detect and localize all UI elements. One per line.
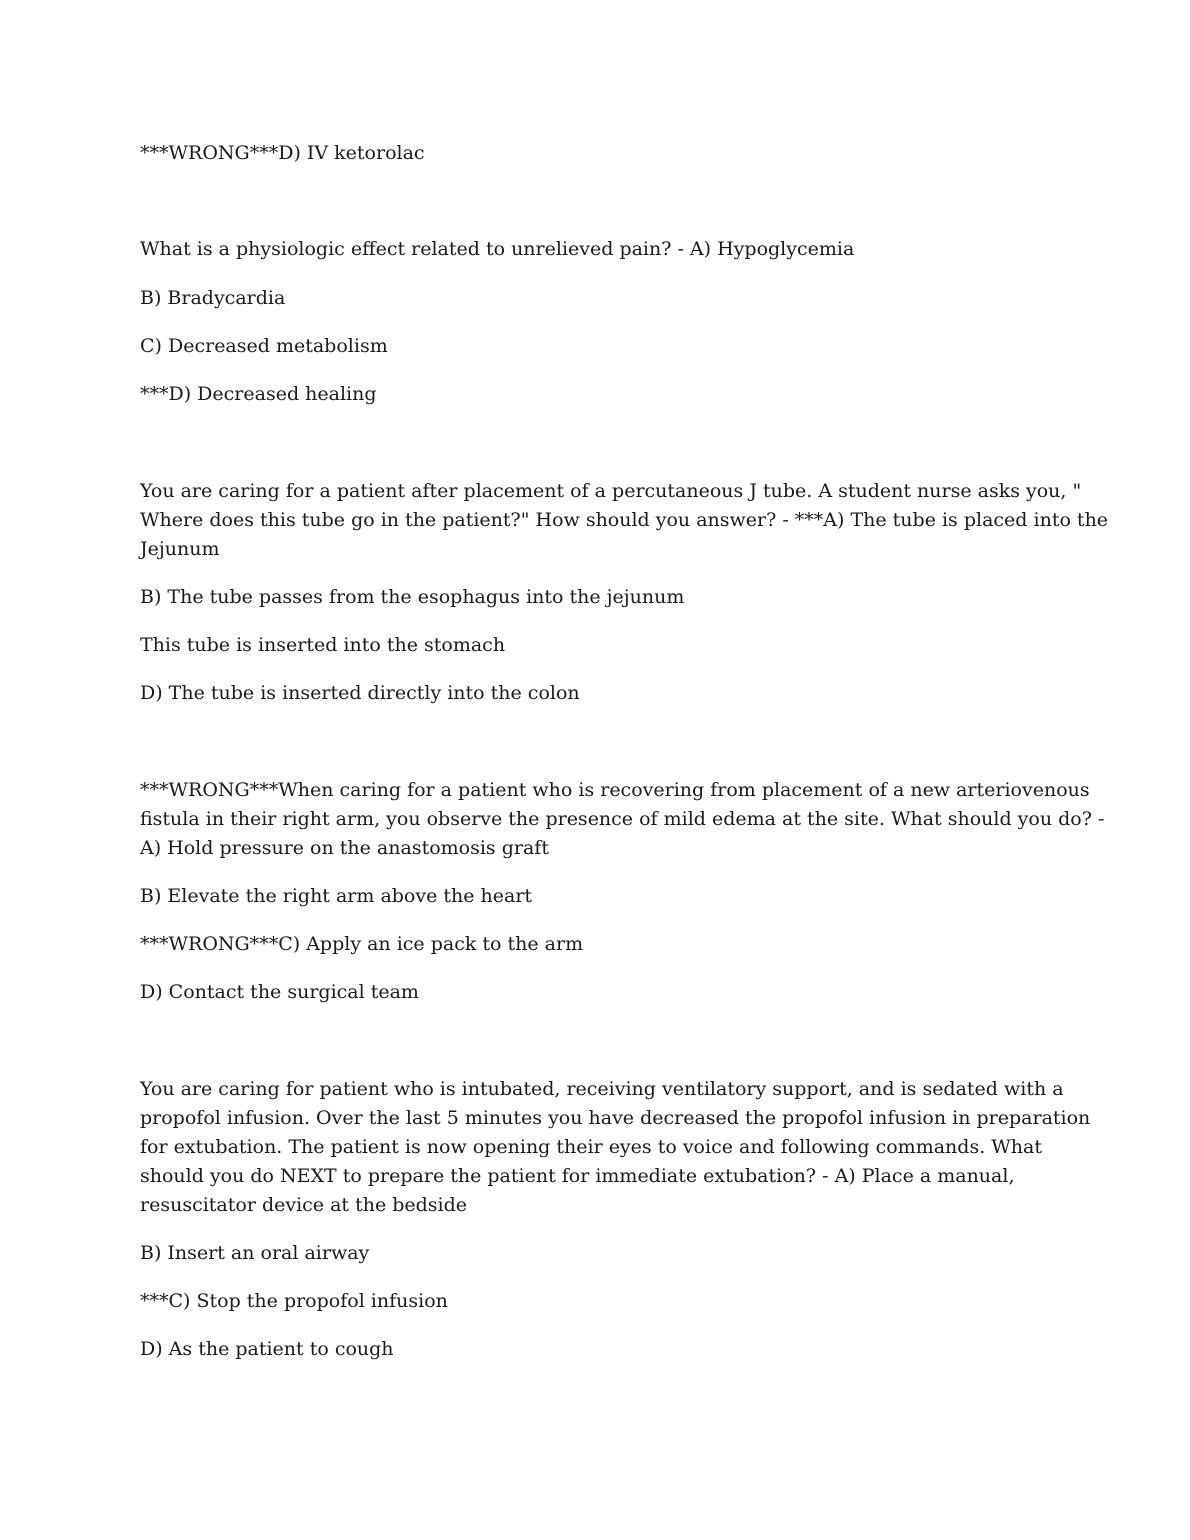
answer-option: B) Bradycardia <box>140 287 286 309</box>
question-text <box>140 1075 1091 1220</box>
answer-option: ***D) Decreased healing <box>140 383 377 405</box>
question-text: What is a physiologic effect related to unrelieved pain? - A) Hypoglycemia <box>140 238 855 260</box>
answer-option: D) As the patient to cough <box>140 1338 394 1360</box>
question-line: A) Hold pressure on the anastomosis graft <box>140 837 549 859</box>
answer-option: ***C) Stop the propofol infusion <box>140 1290 448 1312</box>
question-text <box>140 776 1105 863</box>
question-line: Jejunum <box>140 538 220 560</box>
question-line: ***WRONG***When caring for a patient who is recovering from placement of a new arteriovenous <box>140 779 1090 801</box>
question-text <box>140 477 1109 564</box>
question-line: should you do NEXT to prepare the patient for immediate extubation? - A) Place a manual, <box>140 1165 1015 1187</box>
question-line: Where does this tube go in the patient?" How should you answer? - ***A) The tube is placed into the <box>140 509 1109 531</box>
answer-option: B) Insert an oral airway <box>140 1242 370 1264</box>
question-line: resuscitator device at the bedside <box>140 1194 468 1216</box>
answer-option: C) Decreased metabolism <box>140 335 388 357</box>
answer-option: ***WRONG***C) Apply an ice pack to the arm <box>140 933 584 955</box>
answer-option: This tube is inserted into the stomach <box>140 634 506 656</box>
answer-option: B) Elevate the right arm above the heart <box>140 885 533 907</box>
question-line: propofol infusion. Over the last 5 minutes you have decreased the propofol infusion in preparation <box>140 1107 1091 1129</box>
answer-option: D) The tube is inserted directly into the colon <box>140 682 580 704</box>
answer-option: D) Contact the surgical team <box>140 981 419 1003</box>
question-line: You are caring for a patient after placement of a percutaneous J tube. A student nurse asks you, " <box>140 480 1082 502</box>
question-line: for extubation. The patient is now opening their eyes to voice and following commands. What <box>140 1136 1042 1158</box>
question-line: fistula in their right arm, you observe the presence of mild edema at the site. What should you do? - <box>140 808 1105 830</box>
question-line: You are caring for patient who is intubated, receiving ventilatory support, and is sedated with a <box>140 1078 1064 1100</box>
answer-option: B) The tube passes from the esophagus into the jejunum <box>140 586 685 608</box>
answer-line: ***WRONG***D) IV ketorolac <box>140 142 425 164</box>
